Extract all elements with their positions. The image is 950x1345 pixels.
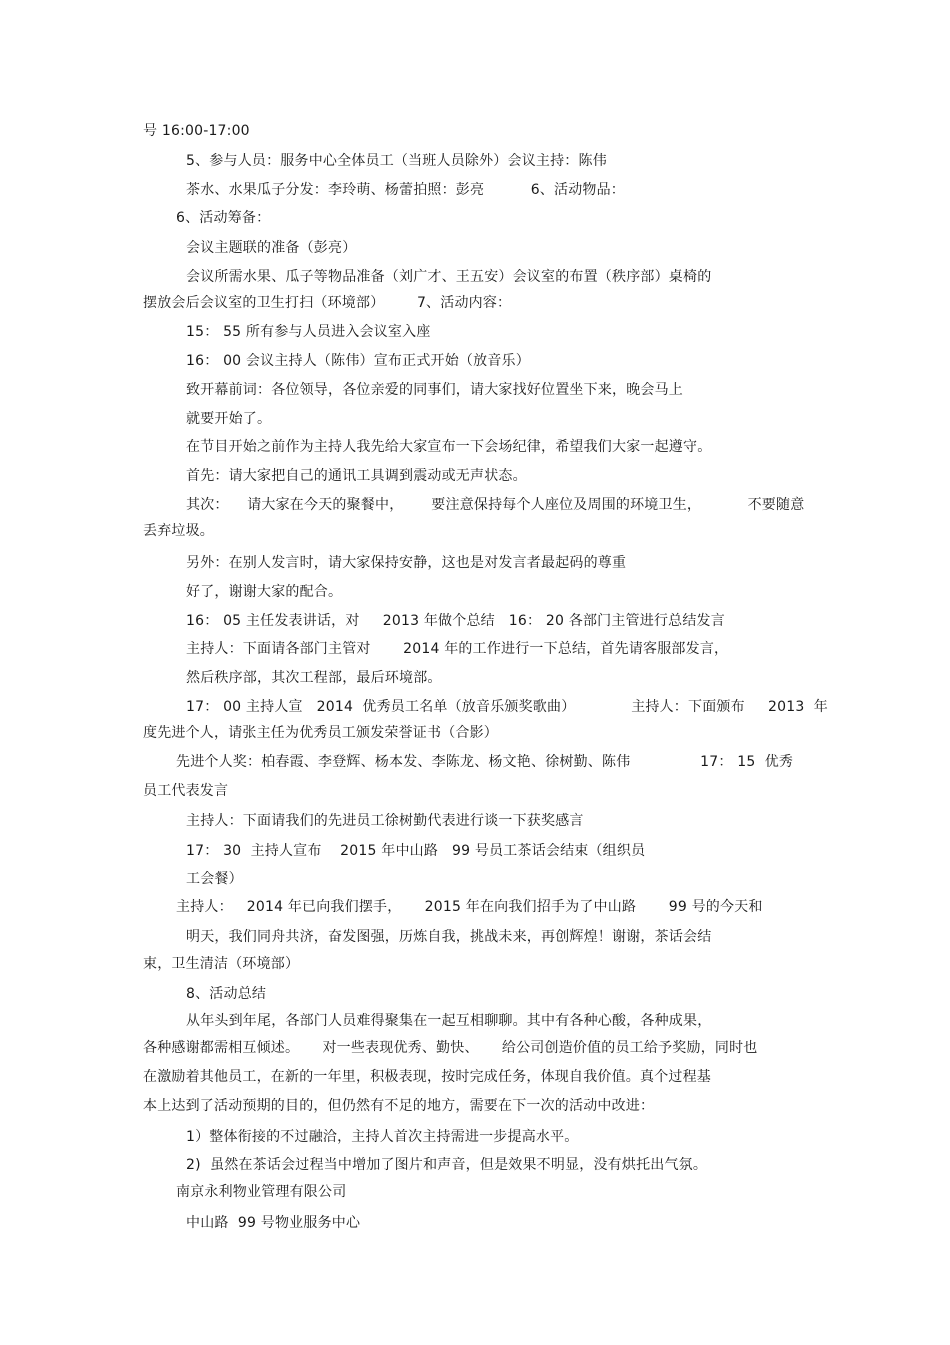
text-line: 16： 05 主任发表讲话，对 2013 年做个总结 16： 20 各部门主管进行总结发言 — [186, 613, 725, 629]
text-line: 首先：请大家把自己的通讯工具调到震动或无声状态。 — [186, 468, 527, 484]
company-name: 南京永利物业管理有限公司 — [176, 1184, 347, 1200]
text-line: 17： 00 主持人宣 2014 优秀员工名单（放音乐颁奖歌曲） 主持人：下面颁布 2013 年 — [186, 699, 828, 715]
text-line: 就要开始了。 — [186, 411, 272, 427]
text-line: 束，卫生清洁（环境部） — [143, 956, 300, 972]
text-line: 在节目开始之前作为主持人我先给大家宣布一下会场纪律，希望我们大家一起遵守。 — [186, 439, 712, 455]
text-line: 员工代表发言 — [143, 783, 229, 799]
text-line: 明天，我们同舟共济，奋发图强，历炼自我，挑战未来，再创辉煌！谢谢，茶话会结 — [186, 929, 712, 945]
text-line: 17： 30 主持人宣布 2015 年中山路 99 号员工茶话会结束（组织员 — [186, 843, 646, 859]
text-line: 先进个人奖：柏春霞、李登辉、杨本发、李陈龙、杨文艳、徐树勤、陈伟 17： 15 优秀 — [176, 754, 794, 770]
text-line: 6、活动筹备： — [176, 210, 271, 226]
text-line: 主持人：下面请各部门主管对 2014 年的工作进行一下总结，首先请客服部发言， — [186, 641, 729, 657]
text-line: 主持人：下面请我们的先进员工徐树勤代表进行谈一下获奖感言 — [186, 813, 584, 829]
text-line: 2) 虽然在茶话会过程当中增加了图片和声音，但是效果不明显，没有烘托出气氛。 — [186, 1157, 708, 1173]
text-line: 工会餐） — [186, 871, 243, 887]
text-line: 5、参与人员：服务中心全体员工（当班人员除外）会议主持：陈伟 — [186, 153, 607, 169]
text-line: 会议所需水果、瓜子等物品准备（刘广才、王五安）会议室的布置（秩序部）桌椅的 — [186, 269, 712, 285]
text-line: 16： 00 会议主持人（陈伟）宣布正式开始（放音乐） — [186, 353, 530, 369]
text-line: 本上达到了活动预期的目的，但仍然有不足的地方，需要在下一次的活动中改进： — [143, 1098, 655, 1114]
text-line: 致开幕前词：各位领导，各位亲爱的同事们，请大家找好位置坐下来，晚会马上 — [186, 382, 683, 398]
text-line: 度先进个人，请张主任为优秀员工颁发荣誉证书（合影） — [143, 725, 498, 741]
section-heading: 8、活动总结 — [186, 986, 267, 1002]
text-line: 会议主题联的准备（彭亮） — [186, 240, 357, 256]
text-line: 其次： 请大家在今天的聚餐中， 要注意保持每个人座位及周围的环境卫生， 不要随意 — [186, 497, 805, 513]
text-line: 丢弃垃圾。 — [143, 523, 214, 539]
text-line: 各种感谢都需相互倾述。 对一些表现优秀、勤快、 给公司创造价值的员工给予奖励，同时也 — [143, 1040, 758, 1056]
text-line: 号 16:00-17:00 — [143, 123, 250, 139]
text-line: 从年头到年尾，各部门人员难得聚集在一起互相聊聊。其中有各种心酸，各种成果， — [186, 1013, 712, 1029]
department-name: 中山路 99 号物业服务中心 — [186, 1215, 361, 1231]
text-line: 1）整体衔接的不过融洽，主持人首次主持需进一步提高水平。 — [186, 1129, 579, 1145]
text-line: 好了，谢谢大家的配合。 — [186, 584, 343, 600]
text-line: 摆放会后会议室的卫生打扫（环境部） 7、活动内容： — [143, 295, 512, 311]
text-line: 在激励着其他员工，在新的一年里，积极表现，按时完成任务，体现自我价值。真个过程基 — [143, 1069, 711, 1085]
text-line: 然后秩序部，其次工程部，最后环境部。 — [186, 670, 442, 686]
text-line: 茶水、水果瓜子分发：李玲萌、杨蕾拍照：彭亮 6、活动物品： — [186, 182, 626, 198]
text-line: 另外：在别人发言时，请大家保持安静，这也是对发言者最起码的尊重 — [186, 555, 627, 571]
text-line: 15： 55 所有参与人员进入会议室入座 — [186, 324, 431, 340]
text-line: 主持人： 2014 年已向我们摆手， 2015 年在向我们招手为了中山路 99 号的今天和 — [176, 899, 763, 915]
